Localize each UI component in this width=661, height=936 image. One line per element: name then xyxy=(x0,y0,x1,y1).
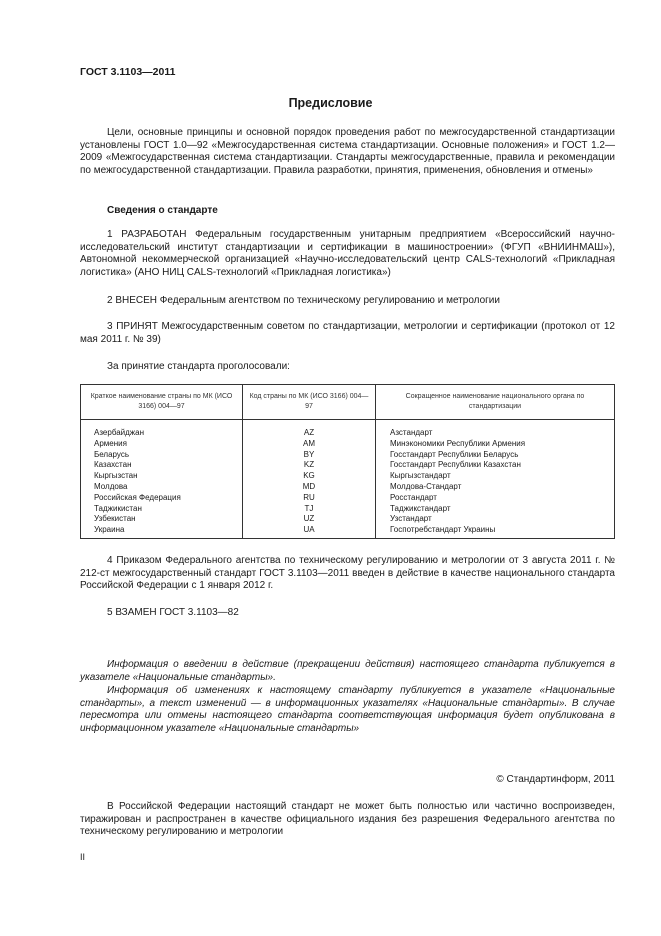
code-cell: AZ xyxy=(243,420,376,439)
rights-paragraph: В Российской Федерации настоящий стандарт не может быть полностью или частично воспроизведен, тиражирован и распространен в качестве официального издания без разрешения Федерального агентства по техническому регулированию и метрологии xyxy=(80,801,615,838)
body-cell: Госстандарт Республики Казахстан xyxy=(376,460,615,471)
country-cell: Азербайджан xyxy=(81,420,243,439)
table-row xyxy=(81,439,615,450)
country-cell: Молдова xyxy=(81,482,243,493)
body-cell: Молдова-Стандарт xyxy=(376,482,615,493)
table-row xyxy=(81,525,615,538)
section-heading: Сведения о стандарте xyxy=(107,205,218,216)
table-row xyxy=(81,471,615,482)
item-2-paragraph: 2 ВНЕСЕН Федеральным агентством по техническому регулированию и метрологии xyxy=(107,295,500,306)
info-paragraph-2: Информация об изменениях к настоящему стандарту публикуется в указателе «Национальные стандарты», а текст изменений — в информационных указателях «Национальные стандарты». В случае пересмотра или отмены настоящего стандарта соответствующая информация будет опубликована в информационном указателе «Национальные стандарты» xyxy=(80,685,615,734)
table-header-body: Сокращенное наименование национального органа по стандартизации xyxy=(376,385,615,420)
document-header: ГОСТ 3.1103—2011 xyxy=(80,66,176,78)
body-cell: Кыргызстандарт xyxy=(376,471,615,482)
vote-intro: За принятие стандарта проголосовали: xyxy=(107,361,290,372)
country-cell: Таджикистан xyxy=(81,504,243,515)
body-cell: Госпотребстандарт Украины xyxy=(376,525,615,538)
table-header-row xyxy=(81,385,615,420)
item-5-paragraph: 5 ВЗАМЕН ГОСТ 3.1103—82 xyxy=(107,607,239,618)
body-cell: Росстандарт xyxy=(376,493,615,504)
body-cell: Узстандарт xyxy=(376,514,615,525)
info-paragraph-1: Информация о введении в действие (прекращении действия) настоящего стандарта публикуется в указателе «Национальные стандарты». xyxy=(80,659,615,683)
table-row xyxy=(81,460,615,471)
table-header-code: Код страны по МК (ИСО 3166) 004—97 xyxy=(243,385,376,420)
table-row xyxy=(81,482,615,493)
item-1-paragraph: 1 РАЗРАБОТАН Федеральным государственным унитарным предприятием «Всероссийский научно-исследовательский институт стандартизации и сертификации в машиностроении» (ФГУП «ВНИИНМАШ»), Автономной некоммерческой организацией «Научно-исследовательский центр CALS-технологий «Прикладная логистика» (АНО НИЦ CALS-технологий «Прикладная логистика») xyxy=(80,229,615,278)
body-cell: Госстандарт Республики Беларусь xyxy=(376,450,615,461)
code-cell: MD xyxy=(243,482,376,493)
code-cell: TJ xyxy=(243,504,376,515)
country-cell: Армения xyxy=(81,439,243,450)
body-cell: Азстандарт xyxy=(376,420,615,439)
table-row xyxy=(81,420,615,439)
code-cell: KG xyxy=(243,471,376,482)
table-row xyxy=(81,514,615,525)
code-cell: AM xyxy=(243,439,376,450)
table-row xyxy=(81,504,615,515)
voting-table xyxy=(80,384,615,539)
page-number: II xyxy=(80,852,86,862)
code-cell: RU xyxy=(243,493,376,504)
code-cell: UA xyxy=(243,525,376,538)
table-row xyxy=(81,450,615,461)
code-cell: KZ xyxy=(243,460,376,471)
body-cell: Таджикстандарт xyxy=(376,504,615,515)
country-cell: Кыргызстан xyxy=(81,471,243,482)
page-title: Предисловие xyxy=(288,96,373,110)
country-cell: Казахстан xyxy=(81,460,243,471)
table-row xyxy=(81,493,615,504)
country-cell: Беларусь xyxy=(81,450,243,461)
intro-paragraph: Цели, основные принципы и основной порядок проведения работ по межгосударственной стандартизации установлены ГОСТ 1.0—92 «Межгосударственная система стандартизации. Основные положения» и ГОСТ 1.2—2009 «Межгосударственная система стандартизации. Стандарты межгосударственные, правила и рекомендации по межгосударственной стандартизации. Правила разработки, принятия, применения, обновления и отмены» xyxy=(80,127,615,176)
code-cell: UZ xyxy=(243,514,376,525)
item-4-paragraph: 4 Приказом Федерального агентства по техническому регулированию и метрологии от 3 августа 2011 г. № 212-ст межгосударственный стандарт ГОСТ 3.1103—2011 введен в действие в качестве национального стандарта Российской Федерации с 1 января 2012 г. xyxy=(80,555,615,592)
table-header-country: Краткое наименование страны по МК (ИСО 3166) 004—97 xyxy=(81,385,243,420)
code-cell: BY xyxy=(243,450,376,461)
copyright-line: © Стандартинформ, 2011 xyxy=(496,774,615,785)
country-cell: Российская Федерация xyxy=(81,493,243,504)
country-cell: Украина xyxy=(81,525,243,538)
country-cell: Узбекистан xyxy=(81,514,243,525)
body-cell: Минэкономики Республики Армения xyxy=(376,439,615,450)
item-3-paragraph: 3 ПРИНЯТ Межгосударственным советом по стандартизации, метрологии и сертификации (протокол от 12 мая 2011 г. № 39) xyxy=(80,321,615,345)
